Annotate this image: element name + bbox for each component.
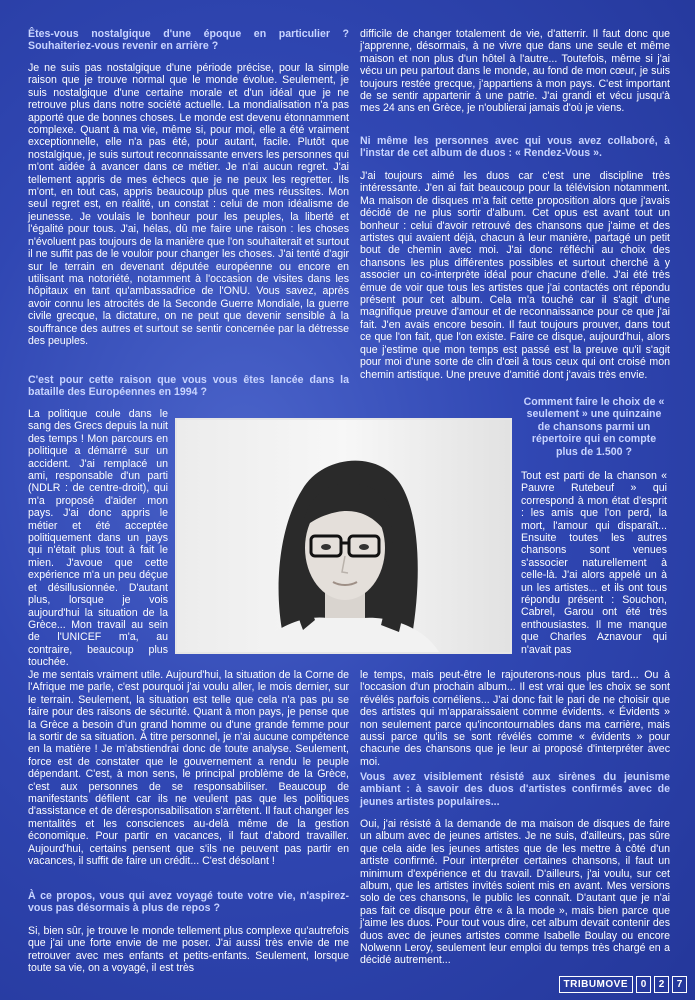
page-number-digit: 0 [636,976,651,993]
question-repos: À ce propos, vous qui avez voyagé toute votre vie, n'aspirez-vous pas désormais à plus de repos ? [28,890,349,915]
answer-choix: le temps, mais peut-être le rajouterons-nous plus tard... Ou à l'occasion d'un prochain album... Il est vrai que les choix se sont révélés parfois cornéliens... J'ai donc fait le pari de ne choisir que des artistes qui m'apparaissaient comme évidents. « Évidents » non seulement parce qu'incontournables dans ma carrière, mais aussi parce qu'ils se sont révélés comme « évidents » pour chacune des chansons que je leur ai proposé d'interpréter avec moi. [360,669,670,768]
question-europeennes: C'est pour cette raison que vous vous êtes lancée dans la bataille des Européennes en 1994 ? [28,374,349,399]
answer-politics: Je me sentais vraiment utile. Aujourd'hui, la situation de la Corne de l'Afrique me parle, c'est pourquoi j'ai voulu aller, le mois dernier, sur le terrain. Seulement, la situation est telle que cela n'a pas pu se faire pour des raisons de sécurité. Quant à mon pays, je pense que la Grèce a besoin d'un grand homme ou d'une grande femme pour la sortir de sa situation. À titre personnel, je n'ai aucune compétence en la matière ! Je m'abstiendrai donc de toute analyse. Seulement, force est de constater que le gouvernement a rendu le peuple dépendant. C'est, à mon sens, le principal problème de la Grèce, c'est aux personnes de se responsabiliser. Beaucoup de manifestants défilent car ils ne veulent pas que les politiques d'assistance et de déresponsabilisation s'arrêtent. Il faut changer les mentalités et les consciences au-delà même de la gestion économique. Pour partir en vacances, il faut d'abord travailler. Aujourd'hui, certains pensent que s'ils ne peuvent pas partir en vacances, il suffit de faire un crédit... C'est désolant ! [28,669,349,868]
page-footer [559,976,688,993]
magazine-brand: TRIBUMOVE [559,976,634,993]
question-jeunisme: Vous avez visiblement résisté aux sirènes du jeunisme ambiant : à savoir des duos d'artistes confirmés avec de jeunes artistes populaires... [360,771,670,808]
question-nostalgia: Êtes-vous nostalgique d'une époque en particulier ? Souhaiteriez-vous revenir en arrière ? [28,28,349,53]
page-number-digit: 7 [672,976,687,993]
answer-duos: J'ai toujours aimé les duos car c'est une discipline très intéressante. J'en ai fait beaucoup pour la télévision notamment. Ma maison de disques m'a fait cette proposition alors que j'avais décidé de ne plus sortir d'album. Cet opus est avant tout un bonheur : celui d'avoir retrouvé des chansons que j'aime et des artistes qui avaient déjà, chacun à leur manière, partagé un petit bout de chemin avec moi. J'ai donc réfléchi au choix des chansons les plus différentes possibles et surtout cherché à y associer un co-interprète idéal pour chacune d'elle. J'ai été très émue de voir que tous les artistes que j'ai contactés ont répondu présent pour cet album. Cela m'a touché car il s'agit d'une magnifique preuve d'amour et de reconnaissance pour ce que j'ai fait. J'en avais encore besoin. Il faut toujours prouver, dans tout ce que l'on fait, que l'on existe. Faire ce disque, aujourd'hui, alors que j'estime que mon temps est passé est la preuve qu'il s'agit pour moi d'une sorte de clin d'œil à tous ceux qui ont croisé mon chemin artistique. Une preuve d'amitié dont j'avais très envie. [360,170,670,381]
answer-choix-wrap: Tout est parti de la chanson « Pauvre Rutebeuf » qui correspond à mon état d'esprit : les amis que l'on perd, la mort, l'amour qui disparaît... Ensuite toutes les autres chansons sont venues s'associer naturellement à celle-là. J'ai alors appelé un à un les artistes... et ils ont tous répondu présent : Souchon, Cabrel, Garou ont été très enthousiastes. Il me manque que Charles Aznavour qui n'avait pas [521,470,667,656]
portrait-illustration [177,420,510,652]
question-choix-chansons: Comment faire le choix de « seulement » une quinzaine de chansons parmi un répertoire qui en compte plus de 1.500 ? [523,396,665,458]
answer-politics-wrap: La politique coule dans le sang des Grecs depuis la nuit des temps ! Mon parcours en politique a démarré sur un accident. J'ai remplacé un ami, responsable d'un parti (NDLR : de centre-droit), qui m'a proposé d'aider mon pays. J'ai donc appris le métier et été acceptée politiquement dans un pays qui n'était plus tout à fait le mien. J'avoue que cette expérience m'a un peu déçue et désillusionnée. D'autant plus, lorsque je vois aujourd'hui la situation de la Grèce... Mon travail au sein de l'UNICEF m'a, au contraire, beaucoup plus touchée. [28,408,168,669]
answer-repos: Si, bien sûr, je trouve le monde tellement plus complexe qu'autrefois que j'ai une forte envie de me poser. J'ai aussi très envie de me retrouver avec mes enfants et petits-enfants. Seulement, lorsque toute sa vie, on a voyagé, il est très [28,925,349,975]
page-number-digit: 2 [654,976,669,993]
answer-nostalgia: Je ne suis pas nostalgique d'une période précise, pour la simple raison que je trouve normal que le monde évolue. Seulement, je suis nostalgique d'une certaine morale et d'un idéal que je ne retrouve plus dans notre société actuelle. La mondialisation n'a pas apporté que de bonnes choses. Le monde est devenu étonnamment complexe. Quant à ma vie, même si, pour moi, elle a été vraiment exceptionnelle, elle n'a pas été, pour autant, facile. Plutôt que nostalgique, je suis surtout reconnaissante envers les personnes qui m'ont aidée à avancer dans ce métier. Je n'ai aucun regret. J'ai tellement appris de mes échecs que je ne peux les regretter. Ils m'ont, en tout cas, appris beaucoup plus que mes réussites. Mon seul regret est, en réalité, un constat : celui de mon idéalisme de jeunesse. Je voulais le bonheur pour les peuples, la liberté et l'égalité pour tous. J'ai, hélas, dû me faire une raison : les choses n'évoluent pas toujours de la manière que l'on souhaiterait et surtout il ne suffit pas de le vouloir pour changer les choses. J'ai tenté d'agir sur le terrain en devenant députée européenne ou encore en utilisant ma notoriété, notamment à l'occasion de visites dans les hôpitaux en tant qu'ambassadrice de l'ONU. Vous savez, après avoir connu les atrocités de la Seconde Guerre Mondiale, la guerre civile grecque, la dictature, on ne peut que devenir sensible à la souffrance des autres et surtout se sentir concernée par la détresse des peuples. [28,62,349,347]
question-collaborations: Ni même les personnes avec qui vous avez collaboré, à l'instar de cet album de duos : « Rendez-Vous ». [360,135,670,160]
portrait-photo [175,418,512,654]
answer-continued: difficile de changer totalement de vie, d'atterrir. Il faut donc que j'apprenne, désormais, à ne vivre que dans une seule et même maison et non plus d'un hôtel à l'autre... Toutefois, même si j'ai vécu un peu partout dans le monde, au fond de mon cœur, je suis toujours restée grecque, j'appartiens à mon pays. C'est important de se sentir appartenir à une patrie. J'ai grandi et vécu jusqu'à mes 24 ans en Grèce, je n'oublierai jamais d'où je viens. [360,28,670,115]
answer-jeunisme: Oui, j'ai résisté à la demande de ma maison de disques de faire un album avec de jeunes artistes. Je ne suis, d'ailleurs, pas sûre que cela aide les jeunes artistes que de les mettre à côté d'un artiste confirmé. Pour interpréter certaines chansons, il faut un minimum d'expérience et du travail. D'ailleurs, j'ai voulu, sur cet album, que les artistes invités soient mis en avant. Mes versions solo de ces chansons, le public les connaît. D'autant que je n'ai pas fait ce disque pour être « à la mode », mais bien parce que j'aime les duos. Pour tout vous dire, cet album devait contenir des duos avec de jeunes artistes comme Isabelle Boulay ou encore Nolwenn Leroy, seulement leur emploi du temps très chargé en a décidé autrement... [360,818,670,967]
